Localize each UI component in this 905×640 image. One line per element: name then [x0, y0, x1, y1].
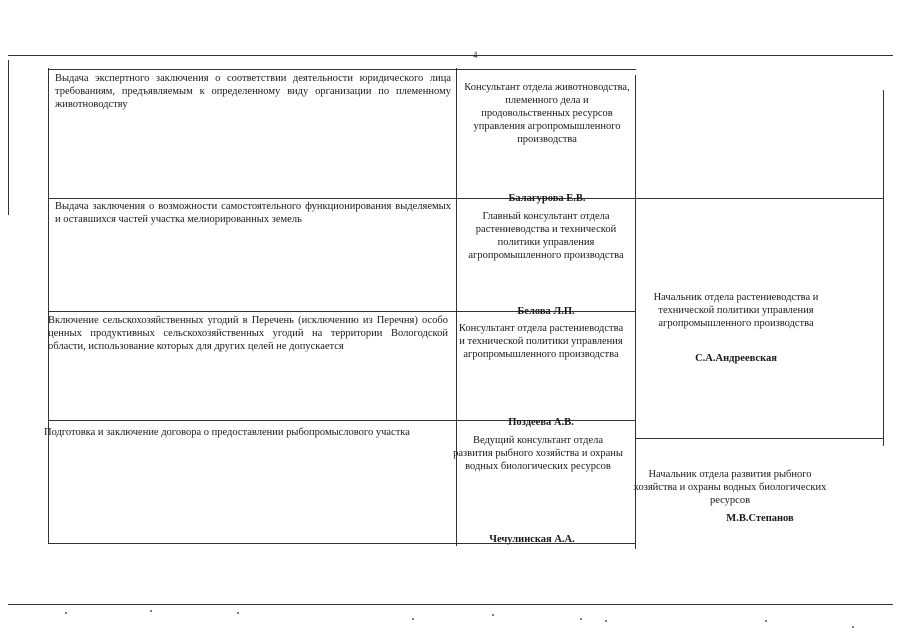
- supervisor-name: М.В.Степанов: [726, 513, 794, 524]
- scan-speck: [765, 620, 767, 622]
- table-left-border: [48, 68, 49, 543]
- service-cell: Подготовка и заключение договора о предоставлении рыбопромыслового участка: [44, 427, 410, 438]
- table-right-border: [883, 90, 884, 446]
- service-cell: Выдача экспертного заключения о соответствии деятельности юридического лица требованиям, предъявляемым к определенному виду организации по племенному животноводству: [55, 73, 451, 110]
- scan-speck: [412, 618, 414, 620]
- supervisor-split: [636, 438, 883, 439]
- service-cell: Включение сельскохозяйственных угодий в Перечень (исключению из Перечня) особо ценных продуктивных сельскохозяйственных угодий на территории Вологодской области, использование которых для других целей не допускается: [48, 315, 448, 352]
- scan-speck: [605, 620, 607, 622]
- supervisor-title: Начальник отдела развития рыбного хозяйства и охраны водных биологических ресурсов: [633, 469, 827, 506]
- executor-name: Балагурова Е.В.: [508, 193, 586, 204]
- table-left-stub: [8, 60, 9, 215]
- scan-speck: [237, 612, 239, 614]
- scan-speck: [492, 614, 494, 616]
- table-divider-1: [456, 68, 457, 546]
- executor-name: Поздеева А.В.: [508, 417, 574, 428]
- scan-speck: [150, 610, 152, 612]
- supervisor-name: С.А.Андреевская: [695, 353, 777, 364]
- scan-speck: [852, 626, 854, 628]
- executor-title-cell: Ведущий консультант отдела развития рыбного хозяйства и охраны водных биологических ресурсов: [453, 435, 623, 472]
- executor-name: Чечулинская А.А.: [489, 534, 575, 545]
- supervisor-title: Начальник отдела растениеводства и технической политики управления агропромышленного производства: [653, 292, 819, 329]
- scan-speck: [65, 612, 67, 614]
- executor-title-cell: Консультант отдела животноводства, племенного дела и продовольственных ресурсов управления агропромышленного производства: [464, 82, 630, 145]
- executor-name: Белова Л.П.: [517, 306, 575, 317]
- top-rule: [8, 55, 893, 56]
- executor-title-cell: Главный консультант отдела растениеводства и технической политики управления агропромышленного производства: [468, 211, 624, 261]
- scan-speck: [580, 618, 582, 620]
- service-cell: Выдача заключения о возможности самостоятельного функционирования выделяемых и оставшихся частей участка мелиорированных земель: [55, 201, 451, 225]
- row-1-top: [48, 69, 636, 70]
- executor-title-cell: Консультант отдела растениеводства и технической политики управления агропромышленного производства: [458, 323, 624, 360]
- bottom-rule: [8, 604, 893, 605]
